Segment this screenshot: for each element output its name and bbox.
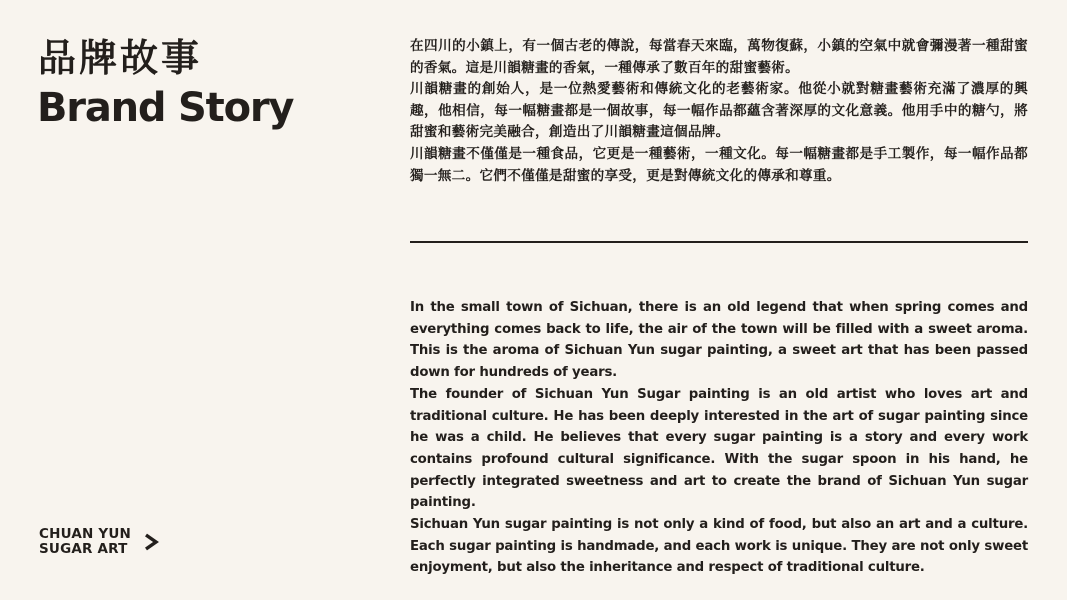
story-chinese	[410, 36, 1028, 187]
story-zh-paragraph-2: 川韻糖畫的創始人，是一位熱愛藝術和傳統文化的老藝術家。他從小就對糖畫藝術充滿了濃厚的興趣，他相信，每一幅糖畫都是一個故事，每一幅作品都蘊含著深厚的文化意義。他用手中的糖勺，將甜蜜和藝術完美融合，創造出了川韻糖畫這個品牌。	[410, 81, 1028, 141]
story-en-paragraph-3: Sichuan Yun sugar painting is not only a kind of food, but also an art and a culture. Each sugar painting is handmade, and each work is unique. They are not only sweet enjoyment, but also the inheritance and respect of traditional culture.	[410, 517, 1028, 576]
story-en-paragraph-1: In the small town of Sichuan, there is an old legend that when spring comes and everything comes back to life, the air of the town will be filled with a sweet aroma. This is the aroma of Sichuan Yun sugar painting, a sweet art that has been passed down for hundreds of years.	[410, 300, 1028, 381]
story-en-paragraph-2: The founder of Sichuan Yun Sugar painting is an old artist who loves art and traditional culture. He has been deeply interested in the art of sugar painting since he was a child. He believes that every sugar painting is a story and every work contains profound cultural significance. With the sugar spoon in his hand, he perfectly integrated sweetness and art to create the brand of Sichuan Yun sugar painting.	[410, 386, 1028, 511]
chevron-right-icon	[143, 532, 159, 552]
story-zh-paragraph-1: 在四川的小鎮上，有一個古老的傳說，每當春天來臨，萬物復蘇，小鎮的空氣中就會彌漫著一種甜蜜的香氣。這是川韻糖畫的香氣，一種傳承了數百年的甜蜜藝術。	[410, 38, 1028, 76]
page-title-chinese: 品牌故事	[38, 36, 203, 80]
section-divider	[410, 241, 1028, 243]
story-zh-paragraph-3: 川韻糖畫不僅僅是一種食品，它更是一種藝術，一種文化。每一幅糖畫都是手工製作，每一幅作品都獨一無二。它們不僅僅是甜蜜的享受，更是對傳統文化的傳承和尊重。	[410, 145, 1028, 184]
brand-name-line-2: SUGAR ART	[39, 541, 128, 557]
story-english	[410, 297, 1028, 579]
brand-name-line-1: CHUAN YUN	[39, 526, 132, 542]
brand-logo	[39, 527, 159, 557]
brand-name	[39, 527, 131, 557]
page-title-english: Brand Story	[37, 85, 294, 131]
